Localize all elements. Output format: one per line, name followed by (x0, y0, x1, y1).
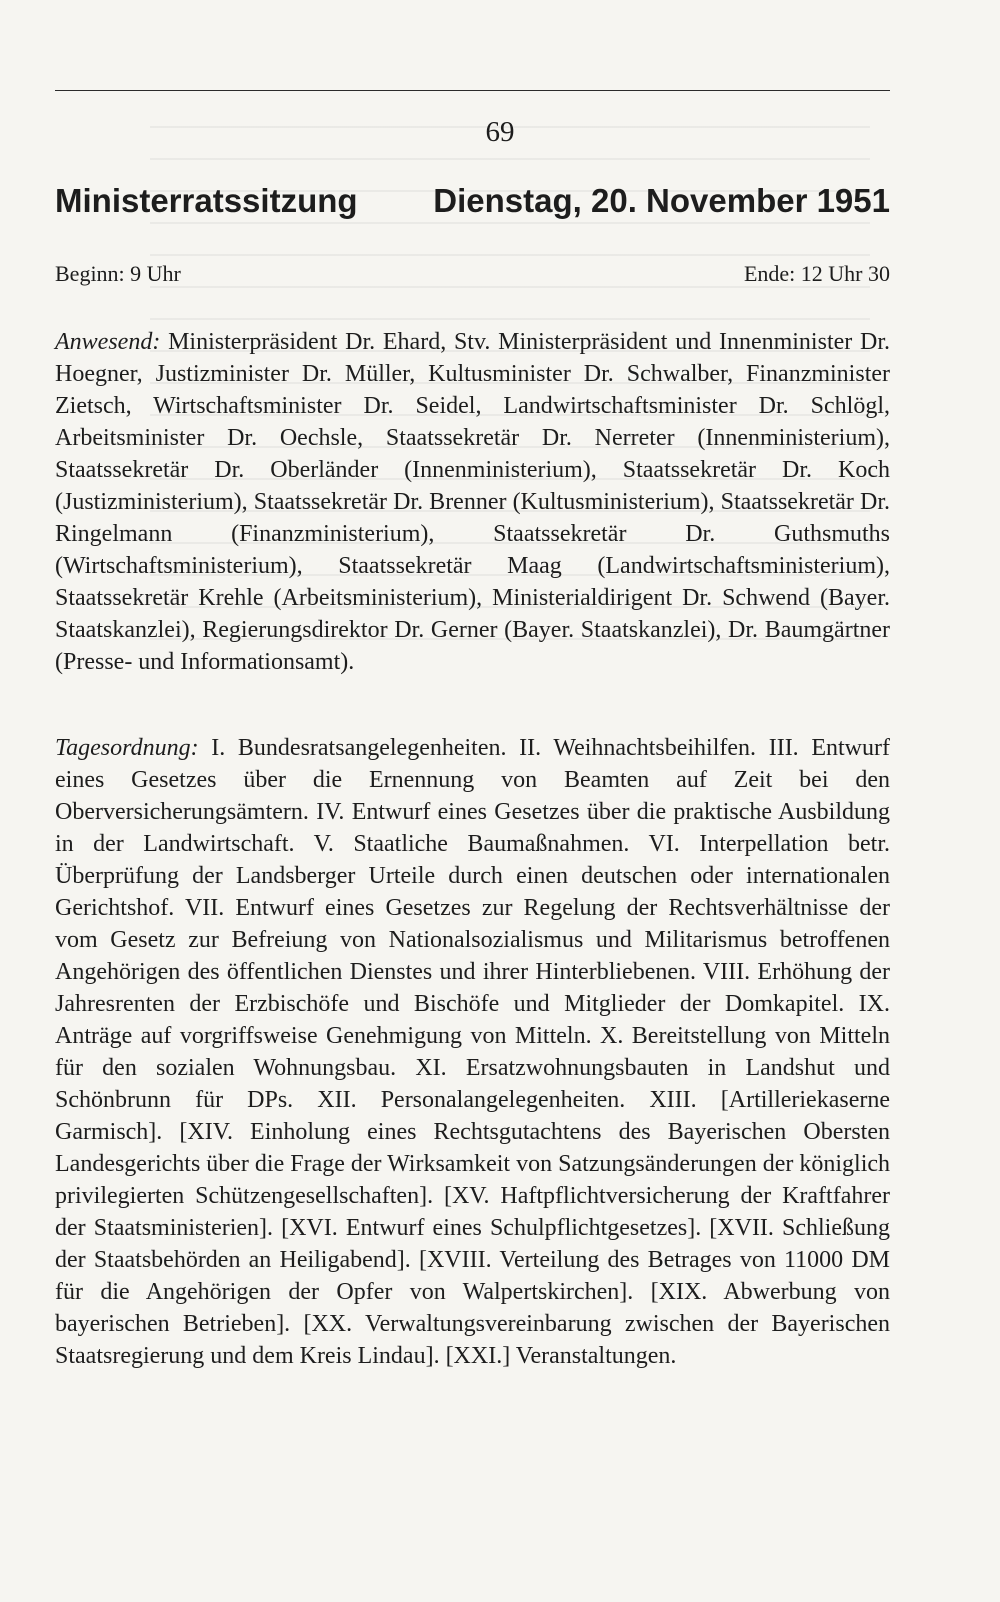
start-time: Beginn: 9 Uhr (55, 261, 181, 286)
session-title: Ministerratssitzung (55, 182, 358, 219)
agenda-section (55, 732, 890, 1372)
session-date: Dienstag, 20. November 1951 (433, 182, 890, 219)
end-time: Ende: 12 Uhr 30 (743, 261, 890, 286)
document-number: 69 (485, 116, 515, 148)
agenda-paragraph (55, 732, 890, 1372)
session-header (55, 182, 890, 220)
attendance-text: Ministerpräsident Dr. Ehard, Stv. Ministerpräsident und Innenminister Dr. Hoegner, Justizminister Dr. Müller, Kultusminister Dr. Schwalber, Finanzminister Zietsch, Wirtschaftsminister Dr. Seidel, Landwirtschaftsminister Dr. Schlögl, Arbeitsminister Dr. Oechsle, Staatssekretär Dr. Nerreter (Innenministerium), Staatssekretär Dr. Oberländer (Innenministerium), Staatssekretär Dr. Koch (Justizministerium), Staatssekretär Dr. Brenner (Kultusministerium), Staatssekretär Dr. Ringelmann (Finanzministerium), Staatssekretär Dr. Guthsmuths (Wirtschaftsministerium), Staatssekretär Maag (Landwirtschaftsministerium), Staatssekretär Krehle (Arbeitsministerium), Ministerialdirigent Dr. Schwend (Bayer. Staatskanzlei), Regierungsdirektor Dr. Gerner (Bayer. Staatskanzlei), Dr. Baumgärtner (Presse- und Informationsamt). (55, 329, 891, 675)
agenda-label: Tagesordnung: (55, 735, 199, 761)
attendance-paragraph (55, 326, 890, 678)
attendance-label: Anwesend: (55, 329, 161, 355)
session-times (55, 261, 890, 287)
agenda-text: I. Bundesratsangelegenheiten. II. Weihnachtsbeihilfen. III. Entwurf eines Gesetzes über die Ernennung von Beamten auf Zeit bei den Oberversicherungsämtern. IV. Entwurf eines Gesetzes über die praktische Ausbildung in der Landwirtschaft. V. Staatliche Baumaßnahmen. VI. Interpellation betr. Überprüfung der Landsberger Urteile durch einen deutschen oder internationalen Gerichtshof. VII. Entwurf eines Gesetzes zur Regelung der Rechtsverhältnisse der vom Gesetz zur Befreiung von Nationalsozialismus und Militarismus betroffenen Angehörigen des öffentlichen Dienstes und ihrer Hinterbliebenen. VIII. Erhöhung der Jahresrenten der Erzbischöfe und Bischöfe und Mitglieder der Domkapitel. IX. Anträge auf vorgriffsweise Genehmigung von Mitteln. X. Bereitstellung von Mitteln für den sozialen Wohnungsbau. XI. Ersatzwohnungsbauten in Landshut und Schönbrunn für DPs. XII. Personalangelegenheiten. XIII. [Artilleriekaserne Garmisch]. [XIV. Einholung eines Rechtsgutachtens des Bayerischen Obersten Landesgerichts über die Frage der Wirksamkeit von Satzungsänderungen der königlich privilegierten Schützengesellschaften]. [XV. Haftpflichtversicherung der Kraftfahrer der Staatsministerien]. [XVI. Entwurf eines Schulpflichtgesetzes]. [XVII. Schließung der Staatsbehörden an Heiligabend]. [XVIII. Verteilung des Betrages von 11000 DM für die Angehörigen der Opfer von Walpertskirchen]. [XIX. Abwerbung von bayerischen Betrieben]. [XX. Verwaltungsvereinbarung zwischen der Bayerischen Staatsregierung und dem Kreis Lindau]. [XXI.] Veranstaltungen. (55, 735, 891, 1369)
header-rule (55, 90, 890, 91)
attendance-section (55, 326, 890, 678)
